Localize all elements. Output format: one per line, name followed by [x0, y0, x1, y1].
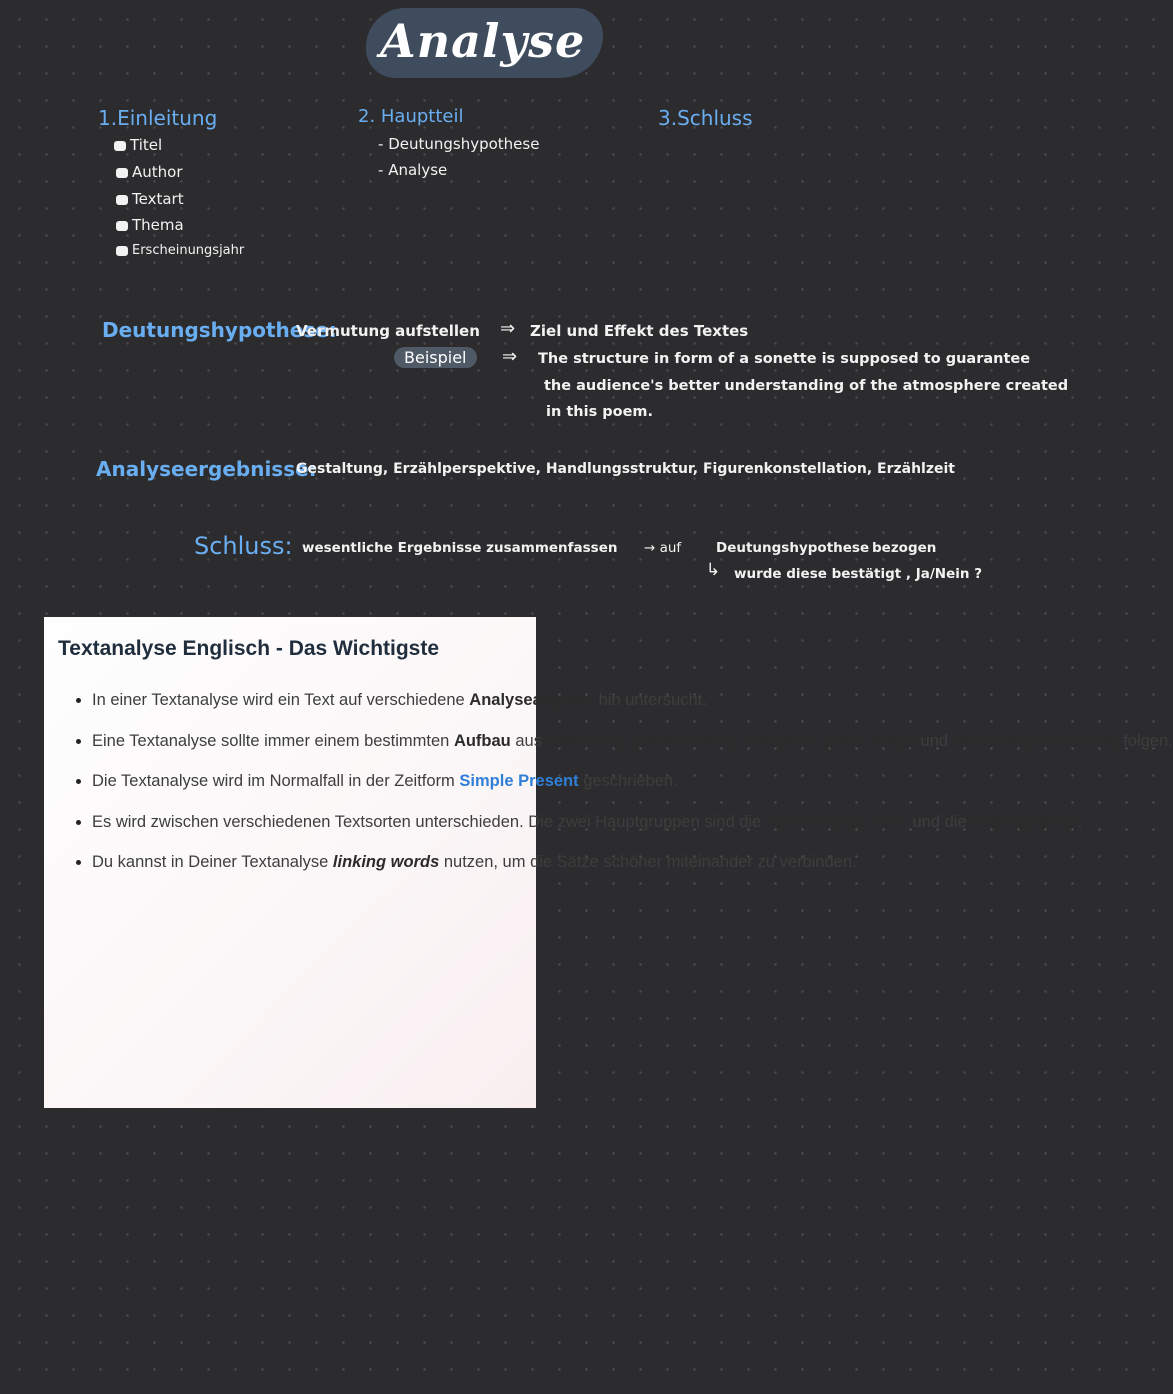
bullet-dash-icon	[116, 246, 128, 256]
example-line: The structure in form of a sonette is supposed to guarantee	[538, 351, 1031, 367]
deutung-text: Vermutung aufstellen	[296, 322, 480, 340]
schluss-arrow: → auf	[644, 540, 682, 556]
example-line: in this poem.	[546, 404, 654, 420]
bullet-dash-icon	[116, 168, 128, 178]
bullet-dash-icon	[114, 141, 126, 151]
example-line: the audience's better understanding of the atmosphere created	[544, 378, 1069, 394]
outline-item: Titel	[114, 136, 162, 154]
card-bullet-list	[74, 687, 1173, 890]
schluss-ref-suffix: bezogen	[872, 540, 937, 556]
list-item: • Eine Textanalyse sollte immer einem bestimmten Aufbau aus Einleitung (introduction), Hauptteil (main body) und Schluss (conclusion) folgen.	[92, 728, 540, 756]
return-arrow-icon: ↳	[706, 560, 721, 580]
list-item: • In einer Textanalyse wird ein Text auf verschiedene Analyseaspekte hin untersucht.	[92, 687, 540, 715]
page-title: Analyse	[380, 14, 586, 68]
outline-heading-schluss: 3.Schluss	[658, 106, 753, 130]
arrow-icon: ⇒	[502, 346, 518, 367]
outline-heading-einleitung: 1.Einleitung	[98, 106, 218, 130]
outline-item: Erscheinungsjahr	[116, 243, 244, 258]
schluss-ref: Deutungshypothese	[716, 540, 870, 556]
outline-heading-hauptteil: 2. Hauptteil	[358, 106, 464, 127]
outline-item: - Analyse	[378, 161, 448, 179]
schluss-label: Schluss:	[194, 532, 293, 560]
beispiel-badge: Beispiel	[394, 347, 477, 368]
schluss-text: wesentliche Ergebnisse zusammenfassen	[302, 540, 618, 556]
outline-item: Textart	[116, 190, 184, 208]
summary-card	[44, 617, 1173, 1108]
deutung-goal: Ziel und Effekt des Textes	[530, 322, 749, 340]
list-item: • Es wird zwischen verschiedenen Textsorten unterschieden. Die zwei Hauptgruppen sind die non-fictional texts und die fictional texts.	[92, 809, 540, 837]
ergebnisse-text: Gestaltung, Erzählperspektive, Handlungsstruktur, Figurenkonstellation, Erzählzeit	[296, 461, 955, 477]
outline-item: Thema	[116, 216, 184, 234]
outline-item: - Deutungshypothese	[378, 135, 540, 153]
list-item: • Die Textanalyse wird im Normalfall in der Zeitform Simple Present geschrieben.	[92, 768, 540, 796]
arrow-icon: ⇒	[500, 318, 516, 339]
card-title: Textanalyse Englisch - Das Wichtigste	[58, 637, 440, 660]
deutung-label: Deutungshypothese:	[102, 318, 337, 342]
bullet-dash-icon	[116, 221, 128, 231]
outline-item: Author	[116, 163, 183, 181]
list-item: • Du kannst in Deiner Textanalyse linking words nutzen, um die Sätze schöner miteinander zu verbinden.	[92, 849, 540, 877]
schluss-sub: wurde diese bestätigt , Ja/Nein ?	[734, 566, 983, 582]
title-badge	[366, 8, 603, 78]
bullet-dash-icon	[116, 195, 128, 205]
simple-present-link[interactable]: Simple Present	[459, 772, 579, 790]
ergebnisse-label: Analyseergebnisse:	[96, 457, 317, 481]
